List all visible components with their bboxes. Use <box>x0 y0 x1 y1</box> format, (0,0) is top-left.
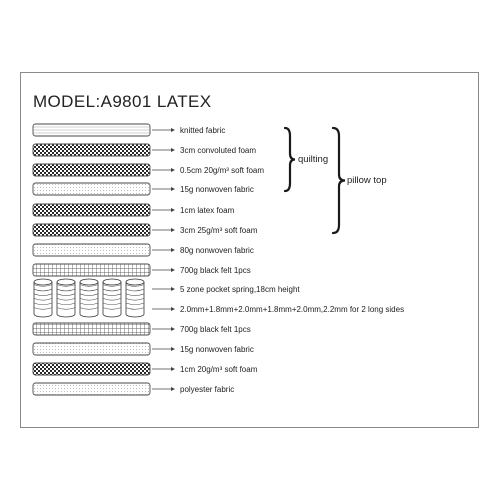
layer-row <box>33 244 254 256</box>
layer-label: 700g black felt 1pcs <box>180 325 251 334</box>
layer-bar <box>33 124 150 136</box>
layer-bar <box>33 144 150 156</box>
layer-label: 700g black felt 1pcs <box>180 266 251 275</box>
layer-label: 15g nonwoven fabric <box>180 345 254 354</box>
layer-row <box>152 305 404 314</box>
layer-bar <box>33 323 150 335</box>
layer-row <box>33 363 258 375</box>
layer-bar <box>33 224 150 236</box>
layer-row <box>33 144 256 156</box>
layer-label: polyester fabric <box>180 385 235 394</box>
layer-row <box>33 343 254 355</box>
layer-row <box>33 383 234 395</box>
pillow-top-brace <box>333 128 345 233</box>
layer-row <box>33 323 251 335</box>
quilting-label: quilting <box>298 154 329 165</box>
layer-label: 1cm 20g/m³ soft foam <box>180 365 258 374</box>
layer-label: 5 zone pocket spring,18cm height <box>180 285 300 294</box>
pillow-top-label: pillow top <box>347 175 387 186</box>
layer-bar <box>33 204 150 216</box>
layer-bar <box>33 264 150 276</box>
layer-label: 15g nonwoven fabric <box>180 185 254 194</box>
layer-bar <box>33 343 150 355</box>
layer-row <box>33 164 264 176</box>
layer-label: knitted fabric <box>180 126 226 135</box>
layer-label: 1cm latex foam <box>180 206 235 215</box>
layer-label: 3cm 25g/m³ soft foam <box>180 226 258 235</box>
model-title: MODEL:A9801 LATEX <box>33 92 212 111</box>
pocket-springs-icon <box>34 279 144 317</box>
layer-bar <box>33 383 150 395</box>
layer-row <box>33 224 258 236</box>
layer-bar <box>33 183 150 195</box>
layer-label: 80g nonwoven fabric <box>180 246 254 255</box>
layer-label: 2.0mm+1.8mm+2.0mm+1.8mm+2.0mm,2.2mm for 2 long sides <box>180 305 405 314</box>
layer-row <box>33 264 251 276</box>
layer-row <box>33 204 235 216</box>
layer-bar <box>33 164 150 176</box>
layer-label: 0.5cm 20g/m³ soft foam <box>180 166 265 175</box>
layer-row <box>33 183 254 195</box>
layer-row <box>33 124 225 136</box>
quilting-brace <box>285 128 295 191</box>
layer-bar <box>33 363 150 375</box>
layer-label: 3cm convoluted foam <box>180 146 257 155</box>
layer-bar <box>33 244 150 256</box>
